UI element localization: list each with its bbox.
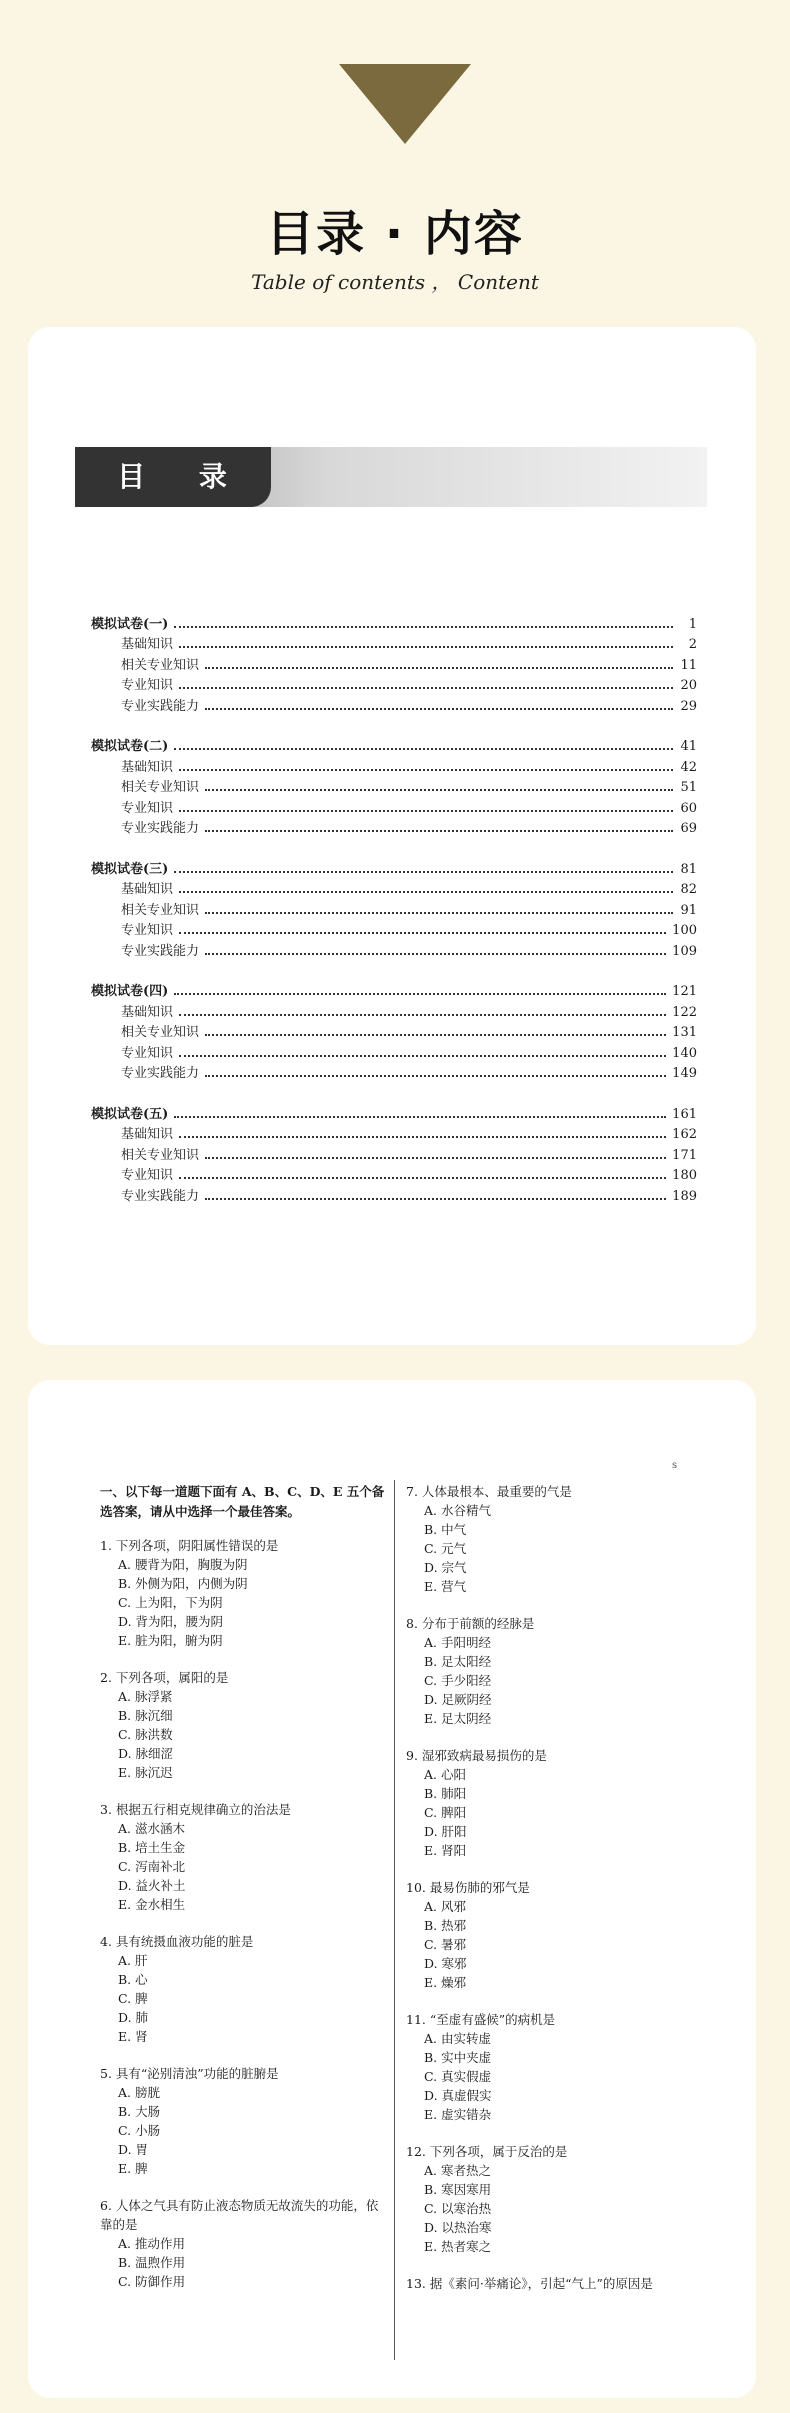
toc-banner xyxy=(75,447,707,507)
question-stem: 6. 人体之气具有防止液态物质无故流失的功能，依靠的是 xyxy=(100,2198,379,2232)
answer-option: A. 推动作用 xyxy=(118,2236,185,2251)
question-stem: 5. 具有“泌别清浊”功能的脏腑是 xyxy=(100,2066,279,2081)
toc-page-number: 100 xyxy=(672,923,697,938)
toc-page-number: 109 xyxy=(672,943,697,959)
question xyxy=(100,1536,386,1650)
toc-group xyxy=(91,611,697,714)
question xyxy=(100,1668,386,1782)
toc-label: 基础知识 xyxy=(121,759,174,775)
answer-option: B. 外侧为阳，内侧为阴 xyxy=(118,1576,248,1591)
toc-leader-dots xyxy=(179,687,673,689)
toc-page-number: 11 xyxy=(680,657,697,673)
toc-item-row[interactable] xyxy=(91,1122,697,1143)
toc-item-row[interactable] xyxy=(91,877,697,898)
answer-option: C. 小肠 xyxy=(118,2123,161,2138)
toc-label: 相关专业知识 xyxy=(121,657,200,673)
toc-leader-dots xyxy=(179,932,666,934)
toc-item-row[interactable] xyxy=(91,938,697,959)
toc-item-row[interactable] xyxy=(91,1142,697,1163)
answer-option: A. 水谷精气 xyxy=(424,1503,491,1518)
toc-group xyxy=(91,1101,697,1204)
toc-item-row[interactable] xyxy=(91,1183,697,1204)
exam-column-left xyxy=(100,1482,386,2309)
toc-label: 基础知识 xyxy=(121,882,174,897)
question-stem: 8. 分布于前额的经脉是 xyxy=(406,1616,535,1631)
page-title: 目录 · 内容 xyxy=(266,206,524,262)
toc-label: 模拟试卷(三) xyxy=(91,861,169,877)
toc-label: 专业知识 xyxy=(121,923,174,938)
toc-page-number: 2 xyxy=(688,637,697,652)
toc-page-number: 189 xyxy=(672,1188,697,1204)
answer-option: D. 肝阳 xyxy=(424,1824,467,1839)
toc-page-number: 81 xyxy=(680,861,697,877)
question-stem: 2. 下列各项，属阳的是 xyxy=(100,1670,229,1685)
toc-label: 专业实践能力 xyxy=(121,943,200,959)
toc-page-number: 51 xyxy=(680,780,697,795)
toc-label: 相关专业知识 xyxy=(121,1147,200,1163)
answer-option: B. 热邪 xyxy=(424,1918,467,1933)
toc-label: 模拟试卷(二) xyxy=(91,739,169,754)
question xyxy=(100,2196,386,2291)
toc-item-row[interactable] xyxy=(91,652,697,673)
toc-page-number: 140 xyxy=(672,1045,697,1061)
toc-leader-dots xyxy=(179,1136,666,1138)
toc-section-row[interactable] xyxy=(91,979,697,1000)
answer-option: C. 脉洪数 xyxy=(118,1727,173,1742)
exam-column-right xyxy=(406,1482,706,2311)
toc-label: 相关专业知识 xyxy=(121,780,200,795)
toc-page-number: 1 xyxy=(688,616,697,632)
page-subtitle: Table of contents ， Content xyxy=(251,270,539,294)
toc-item-row[interactable] xyxy=(91,1040,697,1061)
toc-item-row[interactable] xyxy=(91,897,697,918)
answer-option: B. 温煦作用 xyxy=(118,2255,186,2270)
answer-option: A. 由实转虚 xyxy=(424,2031,491,2046)
answer-option: D. 脉细涩 xyxy=(118,1746,174,1761)
toc-label: 模拟试卷(一) xyxy=(91,616,169,632)
toc-leader-dots xyxy=(205,789,673,791)
toc-label: 专业知识 xyxy=(121,1045,174,1061)
toc-label: 相关专业知识 xyxy=(121,1025,200,1040)
answer-option: B. 肺阳 xyxy=(424,1786,467,1801)
toc-label: 模拟试卷(四) xyxy=(91,984,169,999)
toc-page-number: 82 xyxy=(680,882,697,897)
toc-label: 专业实践能力 xyxy=(121,821,200,836)
toc-section-row[interactable] xyxy=(91,856,697,877)
answer-option: C. 暑邪 xyxy=(424,1937,467,1952)
answer-option: A. 心阳 xyxy=(424,1767,466,1782)
question-stem: 9. 湿邪致病最易损伤的是 xyxy=(406,1748,547,1763)
answer-option: B. 实中夹虚 xyxy=(424,2050,492,2065)
answer-option: A. 膀胱 xyxy=(118,2085,160,2100)
toc-label: 专业知识 xyxy=(121,1168,174,1183)
question xyxy=(406,1746,706,1860)
answer-option: B. 足太阳经 xyxy=(424,1654,492,1669)
toc-item-row[interactable] xyxy=(91,795,697,816)
toc-page-number: 60 xyxy=(680,800,697,816)
answer-option: D. 以热治寒 xyxy=(424,2220,492,2235)
answer-option: E. 金水相生 xyxy=(118,1897,186,1912)
answer-option: C. 防御作用 xyxy=(118,2274,186,2289)
answer-option: D. 胃 xyxy=(118,2142,149,2157)
toc-leader-dots xyxy=(205,830,673,832)
toc-group xyxy=(91,734,697,837)
answer-option: C. 脾阳 xyxy=(424,1805,467,1820)
answer-option: C. 脾 xyxy=(118,1991,148,2006)
toc-leader-dots xyxy=(179,810,673,812)
toc-item-row[interactable] xyxy=(91,1163,697,1184)
answer-option: C. 以寒治热 xyxy=(424,2201,492,2216)
answer-option: C. 手少阳经 xyxy=(424,1673,492,1688)
toc-item-row[interactable] xyxy=(91,918,697,939)
toc-item-row[interactable] xyxy=(91,775,697,796)
toc-leader-dots xyxy=(174,626,673,628)
answer-option: E. 脏为阳，腑为阴 xyxy=(118,1633,223,1648)
section-heading: 一、以下每一道题下面有 A、B、C、D、E 五个备选答案，请从中选择一个最佳答案。 xyxy=(100,1484,385,1519)
toc-item-row[interactable] xyxy=(91,673,697,694)
toc-leader-dots xyxy=(179,1177,666,1179)
column-divider xyxy=(394,1480,395,2360)
answer-option: B. 寒因寒用 xyxy=(424,2182,492,2197)
answer-option: E. 营气 xyxy=(424,1579,467,1594)
toc-label: 专业知识 xyxy=(121,678,174,693)
question-stem: 11. “至虚有盛候”的病机是 xyxy=(406,2012,556,2027)
toc-leader-dots xyxy=(174,871,673,873)
answer-option: B. 中气 xyxy=(424,1522,467,1537)
question xyxy=(406,2142,706,2256)
toc-page-number: 131 xyxy=(672,1025,697,1040)
toc-section-row[interactable] xyxy=(91,1101,697,1122)
toc-item-row[interactable] xyxy=(91,754,697,775)
toc-list xyxy=(91,611,697,1224)
toc-label: 基础知识 xyxy=(121,1127,174,1142)
toc-leader-dots xyxy=(205,667,673,669)
toc-page-number: 69 xyxy=(680,821,697,836)
answer-option: E. 肾 xyxy=(118,2029,148,2044)
question xyxy=(406,2010,706,2124)
answer-option: E. 热者寒之 xyxy=(424,2239,492,2254)
question xyxy=(406,1878,706,1992)
toc-leader-dots xyxy=(174,1116,666,1118)
answer-option: E. 足太阴经 xyxy=(424,1711,492,1726)
answer-option: E. 脾 xyxy=(118,2161,148,2176)
question xyxy=(100,2064,386,2178)
question-stem: 12. 下列各项，属于反治的是 xyxy=(406,2144,568,2159)
answer-option: C. 上为阳，下为阴 xyxy=(118,1595,223,1610)
toc-label: 专业实践能力 xyxy=(121,1188,200,1204)
toc-label: 基础知识 xyxy=(121,637,174,652)
answer-option: B. 脉沉细 xyxy=(118,1708,173,1723)
toc-section-row[interactable] xyxy=(91,734,697,755)
toc-label: 相关专业知识 xyxy=(121,902,200,918)
question xyxy=(406,2274,706,2293)
toc-page-number: 161 xyxy=(672,1106,697,1122)
answer-option: C. 泻南补北 xyxy=(118,1859,186,1874)
toc-page-number: 29 xyxy=(680,698,697,714)
answer-option: A. 风邪 xyxy=(424,1899,466,1914)
answer-option: B. 心 xyxy=(118,1972,148,1987)
toc-item-row[interactable] xyxy=(91,1020,697,1041)
toc-banner-label: 目 录 xyxy=(75,447,271,507)
toc-label: 专业实践能力 xyxy=(121,1066,200,1081)
toc-label: 专业实践能力 xyxy=(121,698,200,714)
toc-page-number: 91 xyxy=(680,902,697,918)
toc-label: 模拟试卷(五) xyxy=(91,1106,169,1122)
question xyxy=(406,1614,706,1728)
toc-leader-dots xyxy=(205,953,666,955)
toc-page-number: 180 xyxy=(672,1168,697,1183)
toc-leader-dots xyxy=(174,993,666,995)
answer-option: A. 腰背为阳，胸腹为阴 xyxy=(118,1557,248,1572)
toc-page-number: 162 xyxy=(672,1127,697,1142)
toc-leader-dots xyxy=(205,912,673,914)
toc-leader-dots xyxy=(179,1055,666,1057)
answer-option: A. 脉浮紧 xyxy=(118,1689,173,1704)
question-stem: 3. 根据五行相克规律确立的治法是 xyxy=(100,1802,291,1817)
answer-option: D. 寒邪 xyxy=(424,1956,467,1971)
toc-leader-dots xyxy=(205,708,673,710)
toc-page-number: 122 xyxy=(672,1004,697,1020)
answer-option: E. 虚实错杂 xyxy=(424,2107,492,2122)
toc-leader-dots xyxy=(205,1198,666,1200)
answer-option: A. 肝 xyxy=(118,1953,148,1968)
answer-option: B. 大肠 xyxy=(118,2104,161,2119)
toc-leader-dots xyxy=(179,646,673,648)
question xyxy=(406,1482,706,1596)
answer-option: E. 脉沉迟 xyxy=(118,1765,173,1780)
question-stem: 13. 据《素问·举痛论》，引起“气上”的原因是 xyxy=(406,2276,653,2291)
toc-page-number: 171 xyxy=(672,1147,697,1163)
toc-page-number: 121 xyxy=(672,984,697,999)
toc-leader-dots xyxy=(179,769,673,771)
toc-leader-dots xyxy=(174,748,673,750)
answer-option: A. 寒者热之 xyxy=(424,2163,491,2178)
answer-option: C. 真实假虚 xyxy=(424,2069,492,2084)
corner-mark: s xyxy=(672,1460,678,1471)
toc-leader-dots xyxy=(179,891,673,893)
answer-option: D. 真虚假实 xyxy=(424,2088,492,2103)
question xyxy=(100,1932,386,2046)
answer-option: E. 肾阳 xyxy=(424,1843,467,1858)
toc-label: 专业知识 xyxy=(121,800,174,816)
toc-group xyxy=(91,979,697,1082)
answer-option: C. 元气 xyxy=(424,1541,467,1556)
toc-card xyxy=(28,327,756,1345)
question-stem: 1. 下列各项，阴阳属性错误的是 xyxy=(100,1538,279,1553)
answer-option: D. 足厥阴经 xyxy=(424,1692,492,1707)
toc-leader-dots xyxy=(205,1075,666,1077)
question-stem: 7. 人体最根本、最重要的气是 xyxy=(406,1484,572,1499)
exam-page-card xyxy=(28,1380,756,2398)
toc-leader-dots xyxy=(205,1157,666,1159)
toc-page-number: 41 xyxy=(680,739,697,754)
toc-page-number: 42 xyxy=(680,759,697,775)
answer-option: B. 培土生金 xyxy=(118,1840,186,1855)
question-stem: 4. 具有统摄血液功能的脏是 xyxy=(100,1934,254,1949)
answer-option: E. 燥邪 xyxy=(424,1975,467,1990)
answer-option: A. 手阳明经 xyxy=(424,1635,491,1650)
toc-item-row[interactable] xyxy=(91,816,697,837)
toc-leader-dots xyxy=(205,1034,666,1036)
answer-option: D. 肺 xyxy=(118,2010,149,2025)
toc-item-row[interactable] xyxy=(91,693,697,714)
toc-page-number: 149 xyxy=(672,1066,697,1081)
top-triangle-decoration xyxy=(339,64,471,144)
toc-item-row[interactable] xyxy=(91,1061,697,1082)
toc-group xyxy=(91,856,697,959)
question-stem: 10. 最易伤肺的邪气是 xyxy=(406,1880,530,1895)
toc-item-row[interactable] xyxy=(91,999,697,1020)
toc-leader-dots xyxy=(179,1014,666,1016)
toc-item-row[interactable] xyxy=(91,632,697,653)
answer-option: D. 背为阳，腰为阴 xyxy=(118,1614,224,1629)
answer-option: D. 益火补土 xyxy=(118,1878,186,1893)
toc-section-row[interactable] xyxy=(91,611,697,632)
toc-page-number: 20 xyxy=(680,678,697,693)
toc-label: 基础知识 xyxy=(121,1004,174,1020)
answer-option: A. 滋水涵木 xyxy=(118,1821,185,1836)
question xyxy=(100,1800,386,1914)
answer-option: D. 宗气 xyxy=(424,1560,467,1575)
